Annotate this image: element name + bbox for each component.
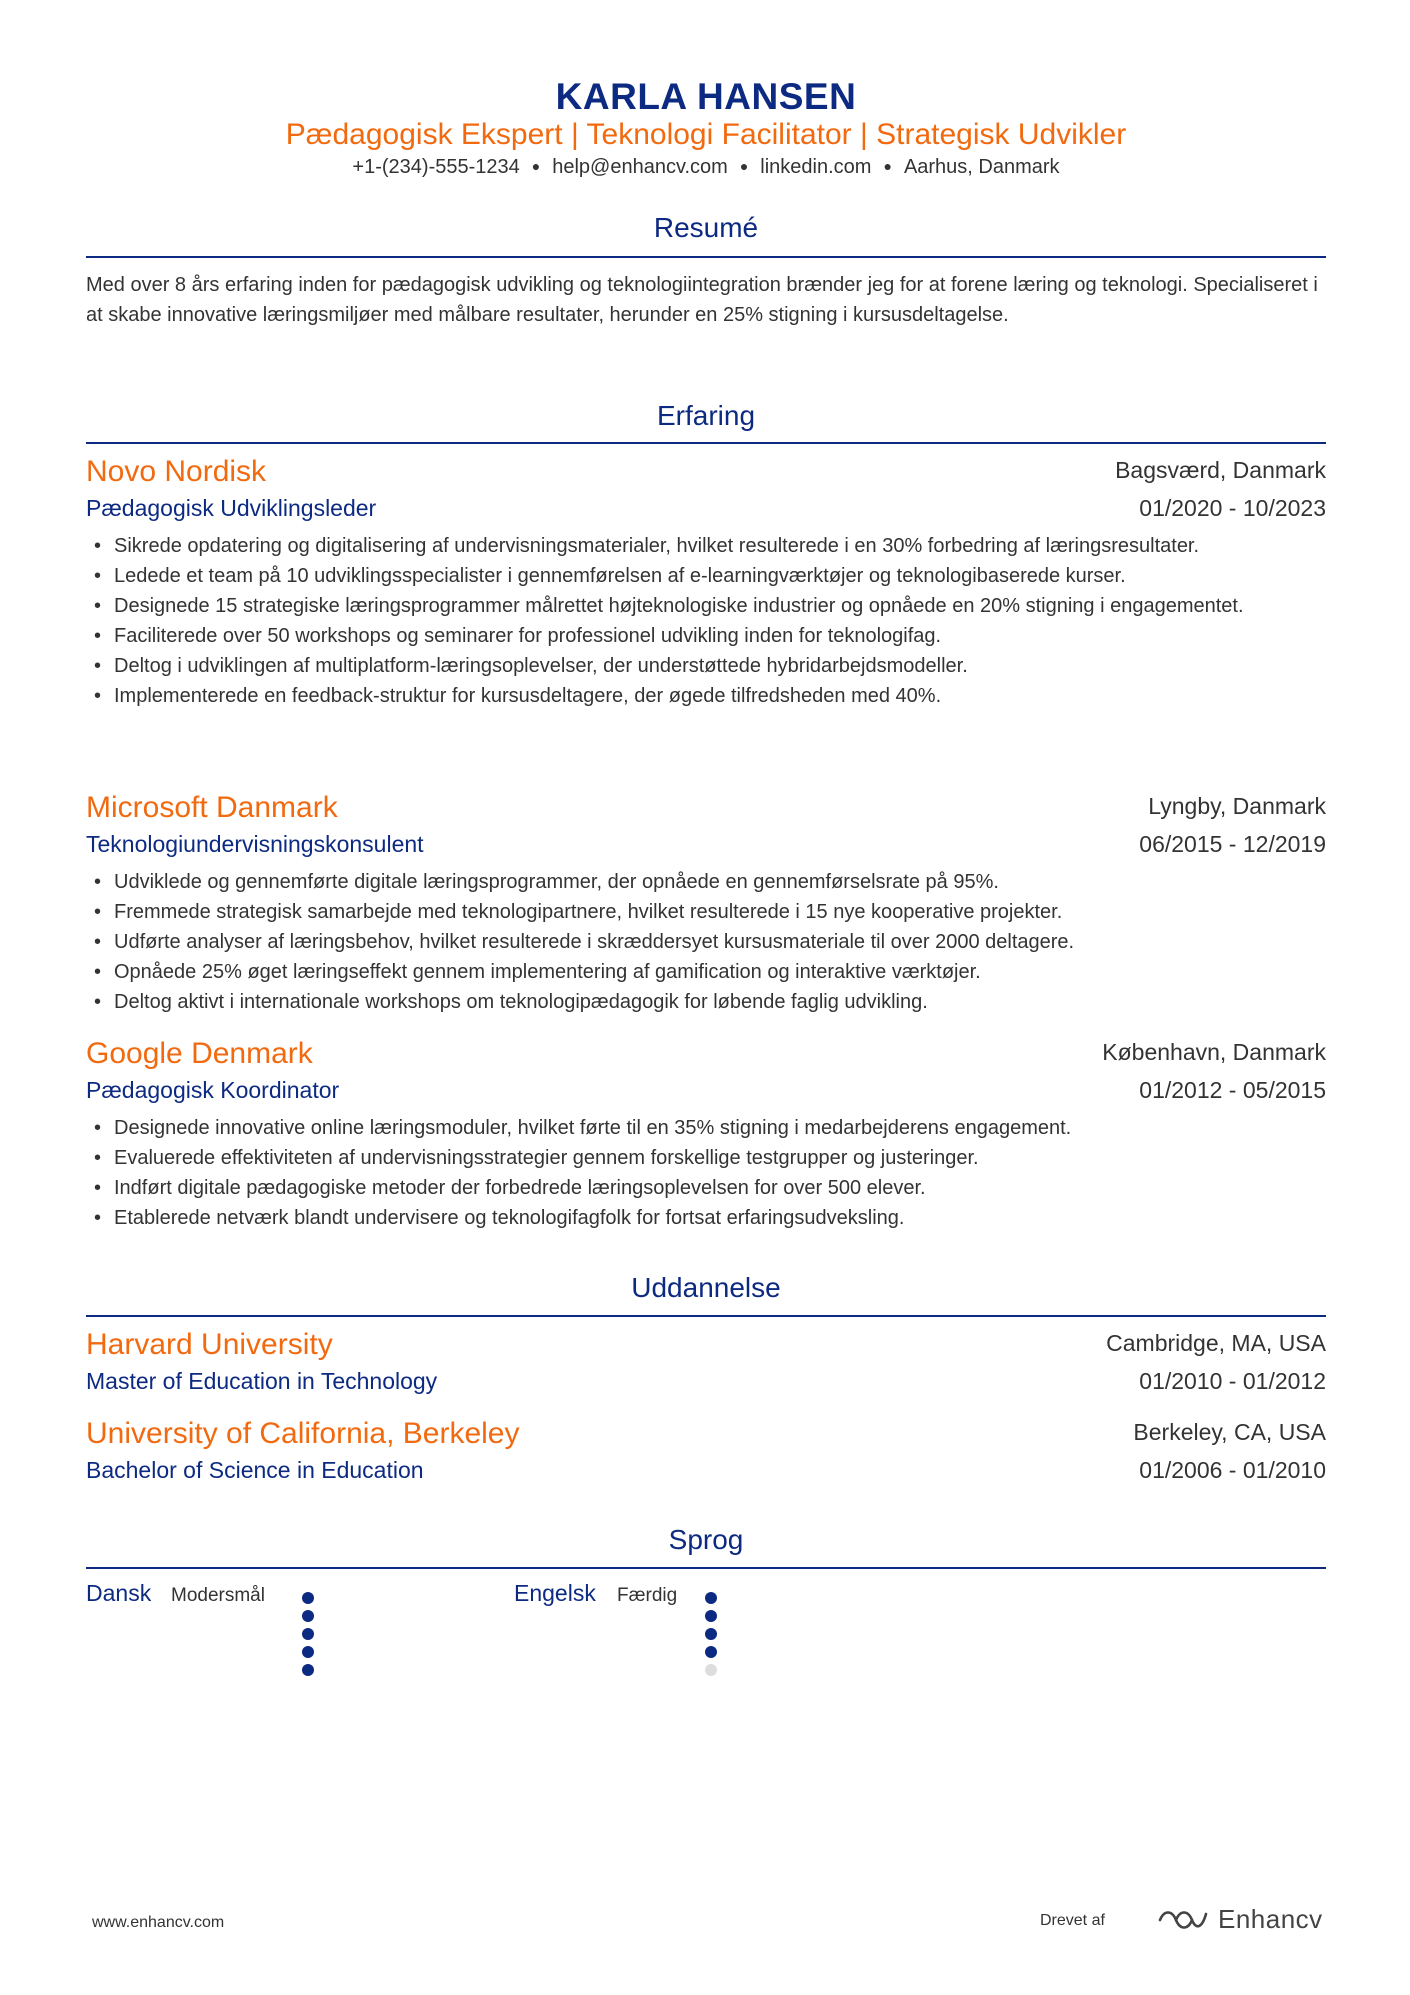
job-dates: 06/2015 - 12/2019 <box>1139 831 1326 857</box>
job-role: Pædagogisk Udviklingsleder <box>86 495 377 521</box>
job-bullet: • Faciliterede over 50 workshops og seminarer for professionel udvikling inden for teknologifag. <box>86 621 1326 651</box>
section-title-education: Uddannelse <box>631 1272 781 1303</box>
footer-brand-name: Enhancv <box>1218 1904 1323 1934</box>
language-level: Færdig <box>617 1585 678 1606</box>
section-divider <box>86 442 1326 444</box>
job-bullet: • Designede 15 strategiske læringsprogrammer målrettet højteknologiske industrier og opnåede en 20% stigning i engagementet. <box>86 591 1326 621</box>
section-divider <box>86 256 1326 258</box>
job-bullet: • Implementerede en feedback-struktur for kursusdeltagere, der øgede tilfredsheden med 40%. <box>86 681 1326 711</box>
rating-dot-filled <box>302 1592 314 1604</box>
job-bullets <box>86 531 1326 711</box>
degree: Master of Education in Technology <box>86 1368 438 1394</box>
enhancv-logo-icon <box>1158 1908 1208 1932</box>
language-rating <box>302 1591 318 1603</box>
candidate-name: KARLA HANSEN <box>555 76 857 117</box>
rating-dot-filled <box>302 1628 314 1640</box>
rating-dot-filled <box>302 1610 314 1622</box>
job-location: Lyngby, Danmark <box>1148 793 1326 819</box>
job-location: Bagsværd, Danmark <box>1115 457 1326 483</box>
job-bullet: • Deltog i udviklingen af multiplatform-læringsoplevelser, der understøttede hybridarbejdsmodeller. <box>86 651 1326 681</box>
footer-website[interactable]: www.enhancv.com <box>92 1914 225 1931</box>
company-name: Novo Nordisk <box>86 455 267 488</box>
contact-linkedin[interactable]: linkedin.com <box>760 156 872 178</box>
summary-text: Med over 8 års erfaring inden for pædagogisk udvikling og teknologiintegration brænder jeg for at forene læring og teknologi. Specialiseret i at skabe innovative læringsmiljøer med målbare resultater, herunder en 25% stigning i kursusdeltagelse. <box>86 274 1318 326</box>
language-name: Dansk <box>86 1580 152 1606</box>
language-name: Engelsk <box>514 1580 596 1606</box>
job-bullets <box>86 867 1326 1017</box>
company-name: Google Denmark <box>86 1037 313 1070</box>
job-bullet: • Opnåede 25% øget læringseffekt gennem implementering af gamification og interaktive værktøjer. <box>86 957 1326 987</box>
section-divider <box>86 1315 1326 1317</box>
job-role: Teknologiundervisningskonsulent <box>86 831 424 857</box>
job-bullets <box>86 1113 1326 1233</box>
job-bullet: • Fremmede strategisk samarbejde med teknologipartnere, hvilket resulterede i 15 nye kooperative projekter. <box>86 897 1326 927</box>
job-bullet: • Ledede et team på 10 udviklingsspecialister i gennemførelsen af e-learningværktøjer og teknologibaserede kurser. <box>86 561 1326 591</box>
job-location: København, Danmark <box>1102 1039 1326 1065</box>
job-bullet: • Udførte analyser af læringsbehov, hvilket resulterede i skræddersyet kursusmateriale til over 2000 deltagere. <box>86 927 1326 957</box>
job-dates: 01/2012 - 05/2015 <box>1139 1077 1326 1103</box>
section-title-languages: Sprog <box>668 1524 744 1555</box>
job-bullet: • Udviklede og gennemførte digitale læringsprogrammer, der opnåede en gennemførselsrate på 95%. <box>86 867 1326 897</box>
contact-location: Aarhus, Danmark <box>903 156 1060 178</box>
job-dates: 01/2020 - 10/2023 <box>1139 495 1326 521</box>
job-bullet: • Evaluerede effektiviteten af undervisningsstrategier gennem forskellige testgrupper og justeringer. <box>86 1143 1326 1173</box>
degree: Bachelor of Science in Education <box>86 1457 424 1483</box>
footer-powered-by: Drevet af <box>1040 1912 1105 1929</box>
rating-dot-filled <box>705 1610 717 1622</box>
section-divider <box>86 1567 1326 1569</box>
rating-dot-empty <box>705 1664 717 1676</box>
school-name: Harvard University <box>86 1328 333 1361</box>
section-title-experience: Erfaring <box>656 400 756 431</box>
contact-email[interactable]: help@enhancv.com <box>552 156 728 178</box>
language-level: Modersmål <box>171 1585 265 1606</box>
language-rating <box>705 1591 721 1603</box>
education-dates: 01/2006 - 01/2010 <box>1139 1457 1326 1483</box>
company-name: Microsoft Danmark <box>86 791 338 824</box>
job-bullet: • Deltog aktivt i internationale workshops om teknologipædagogik for løbende faglig udvikling. <box>86 987 1326 1017</box>
rating-dot-filled <box>705 1628 717 1640</box>
job-bullet: • Designede innovative online læringsmoduler, hvilket førte til en 35% stigning i medarbejderens engagement. <box>86 1113 1326 1143</box>
job-role: Pædagogisk Koordinator <box>86 1077 340 1103</box>
contact-phone: +1-(234)-555-1234 <box>352 156 520 178</box>
job-bullet: • Etablerede netværk blandt undervisere og teknologifagfolk for fortsat erfaringsudveksling. <box>86 1203 1326 1233</box>
section-title-summary: Resumé <box>653 212 759 243</box>
school-name: University of California, Berkeley <box>86 1417 520 1450</box>
rating-dot-filled <box>302 1664 314 1676</box>
job-bullet: • Indført digitale pædagogiske metoder der forbedrede læringsoplevelsen for over 500 elever. <box>86 1173 1326 1203</box>
contact-line: +1-(234)-555-1234 ● help@enhancv.com ● linkedin.com ● Aarhus, Danmark <box>352 156 1060 178</box>
candidate-title: Pædagogisk Ekspert | Teknologi Facilitator | Strategisk Udvikler <box>285 118 1127 151</box>
rating-dot-filled <box>705 1646 717 1658</box>
education-dates: 01/2010 - 01/2012 <box>1139 1368 1326 1394</box>
job-bullet: • Sikrede opdatering og digitalisering af undervisningsmaterialer, hvilket resulterede i en 30% forbedring af læringsresultater. <box>86 531 1326 561</box>
rating-dot-filled <box>705 1592 717 1604</box>
rating-dot-filled <box>302 1646 314 1658</box>
school-location: Cambridge, MA, USA <box>1106 1330 1326 1356</box>
school-location: Berkeley, CA, USA <box>1133 1419 1326 1445</box>
